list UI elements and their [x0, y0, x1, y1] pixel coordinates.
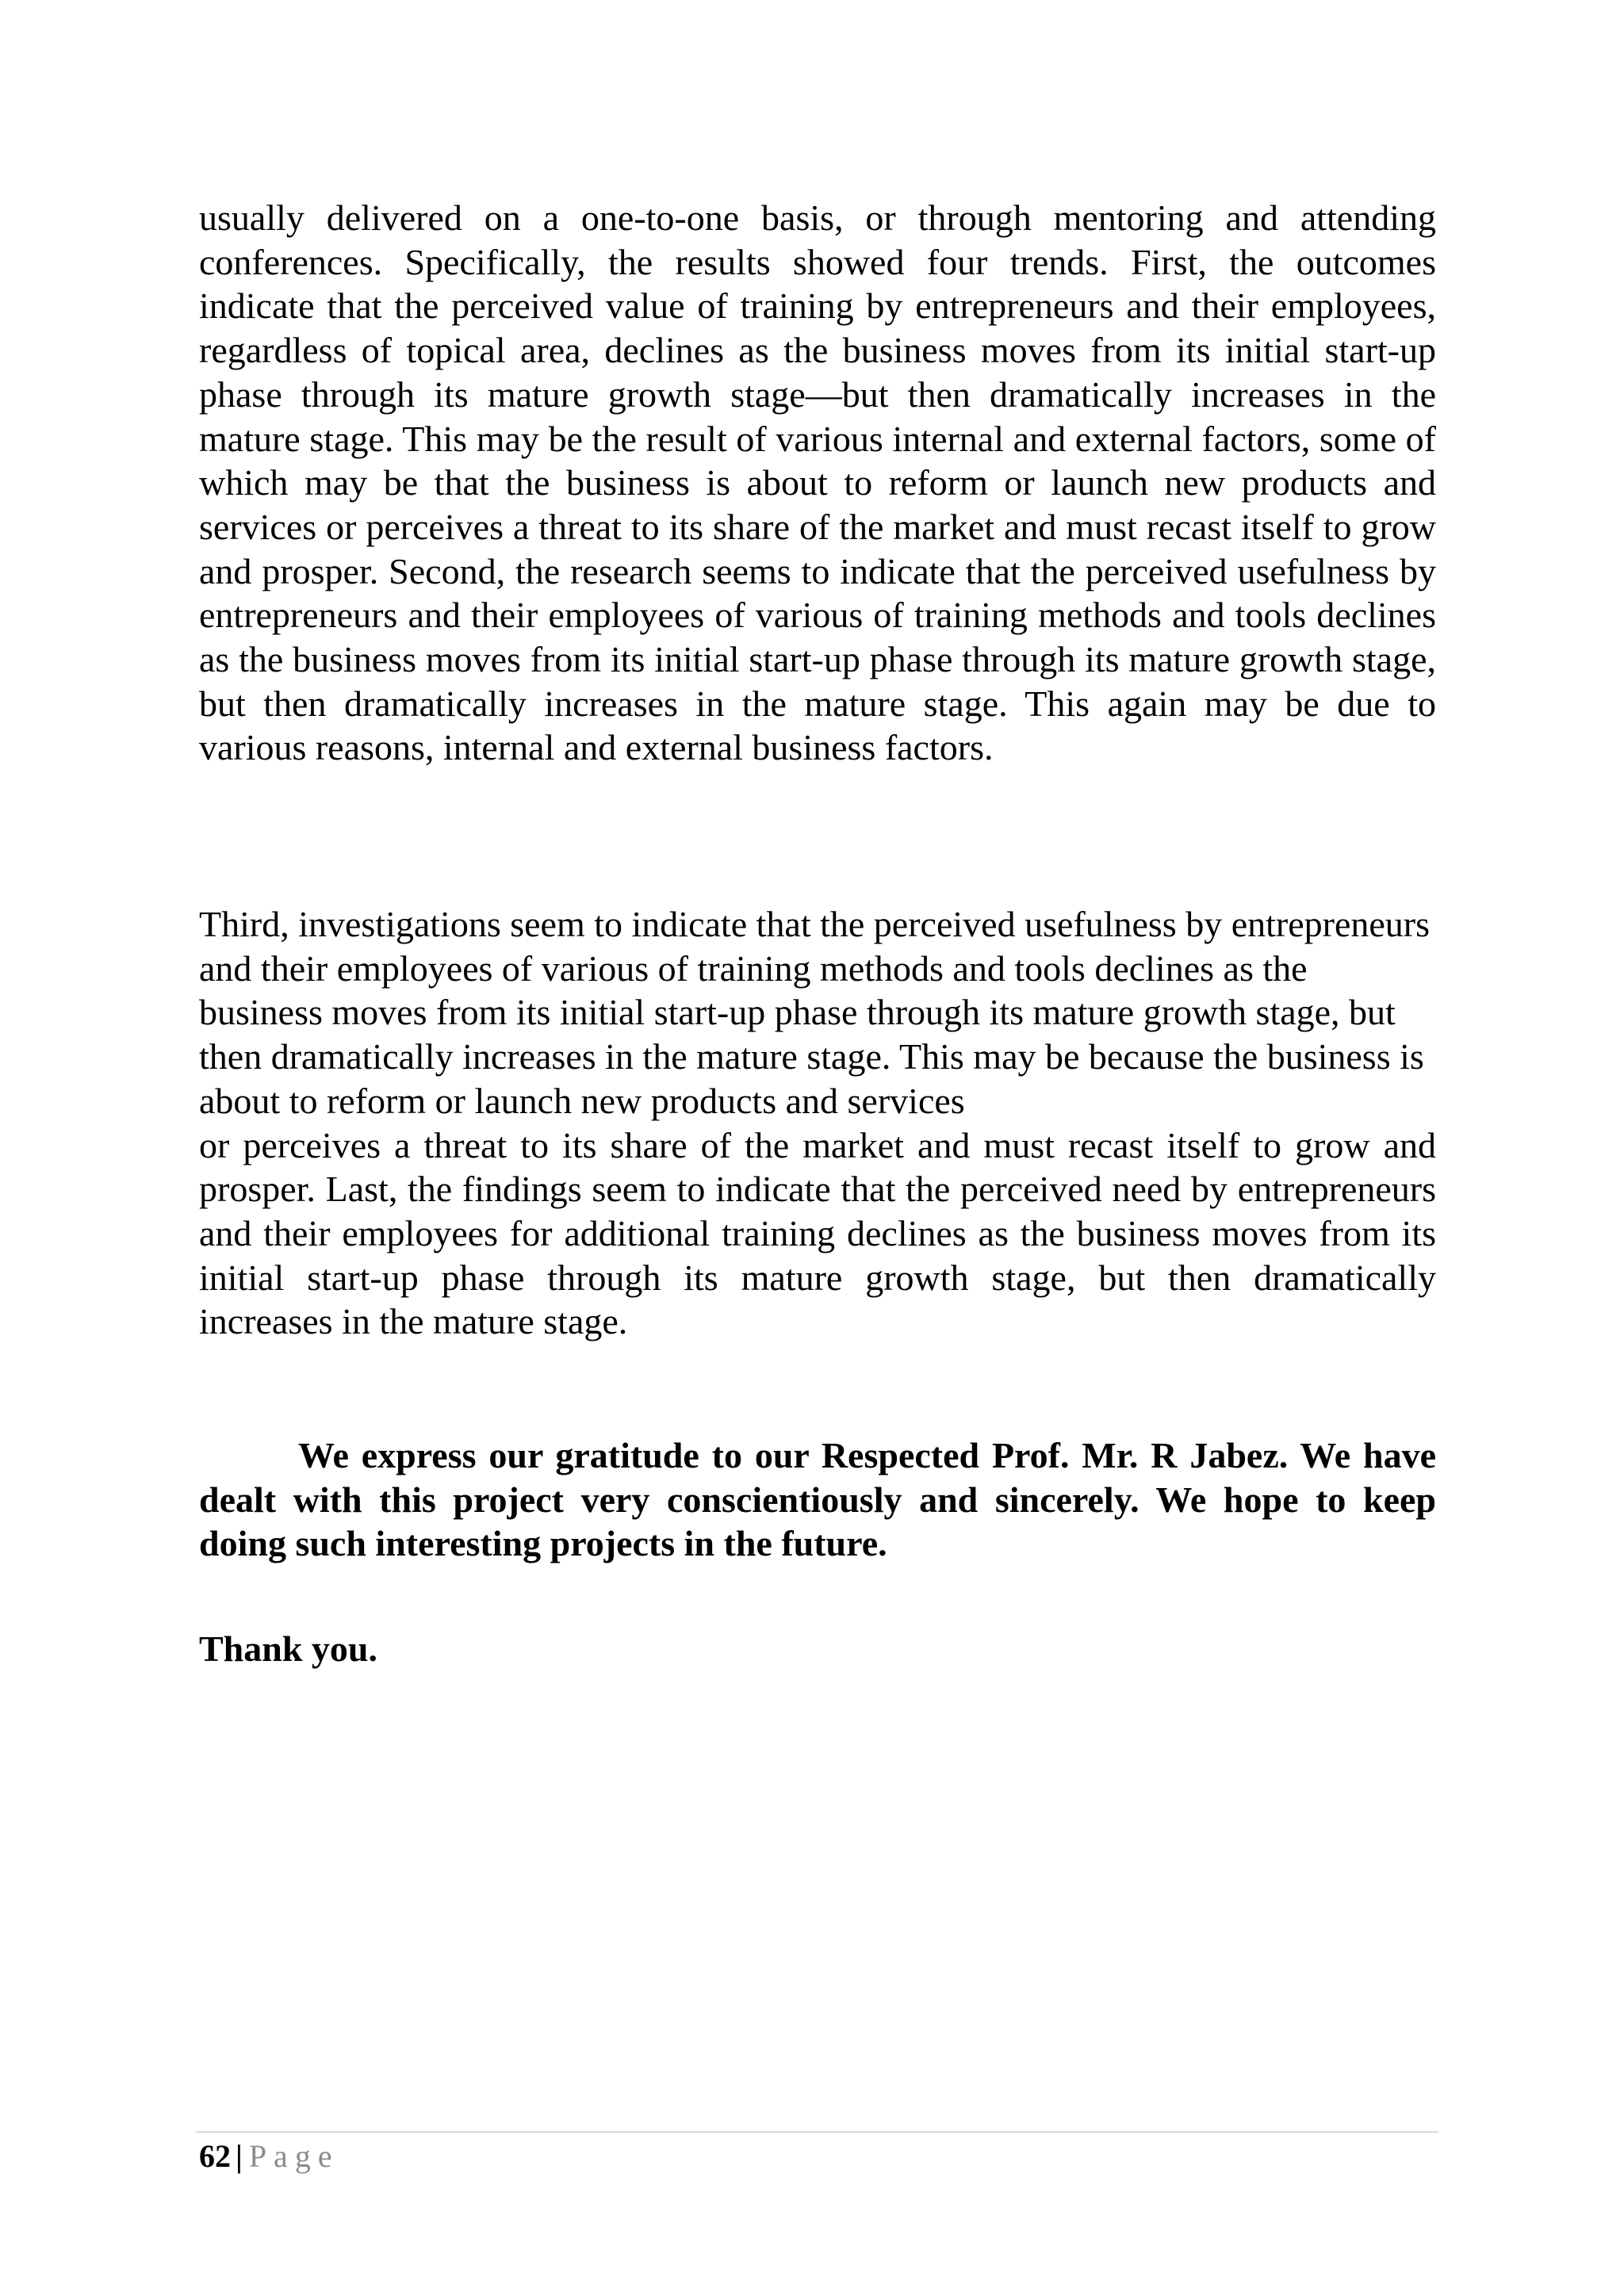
- body-paragraph-2: [199, 902, 1436, 1344]
- page-label: Page: [248, 2138, 339, 2174]
- body-paragraph-2-part-2: or perceives a threat to its share of the market and must recast itself to grow and prosper. Last, the findings seem to indicate that the perceived need by entrepreneurs and their employees for additional training declines as the business moves from its initial start-up phase through its mature growth stage, but then dramatically increases in the mature stage.: [199, 1124, 1436, 1342]
- closing-line: Thank you.: [199, 1628, 378, 1669]
- gratitude-paragraph: We express our gratitude to our Respected Prof. Mr. R Jabez. We have dealt with this project very conscientiously and sincerely. We hope to keep doing such interesting projects in the future.: [199, 1435, 1436, 1564]
- page-footer: [199, 2133, 339, 2180]
- body-paragraph-2-part-1: Third, investigations seem to indicate that the perceived usefulness by entrepreneurs and their employees of various of training methods and tools declines as the business moves from its initial start-up phase through its mature growth stage, but then dramatically increases in the mature stage. This may be because the business is about to reform or launch new products and services: [199, 904, 1431, 1121]
- footer-separator: |: [236, 2138, 243, 2174]
- body-paragraph-1: usually delivered on a one-to-one basis, or through mentoring and attending conferences. Specifically, the results showed four trends. First, the outcomes indicate that the perceived value of training by entrepreneurs and their employees, regardless of topical area, declines as the business moves from its initial start-up phase through its mature growth stage—but then dramatically increases in the mature stage. This may be the result of various internal and external factors, some of which may be that the business is about to reform or launch new products and services or perceives a threat to its share of the market and must recast itself to grow and prosper. Second, the research seems to indicate that the perceived usefulness by entrepreneurs and their employees of various of training methods and tools declines as the business moves from its initial start-up phase through its mature growth stage, but then dramatically increases in the mature stage. This again may be due to various reasons, internal and external business factors.: [199, 197, 1436, 768]
- footer-divider: [196, 2131, 1438, 2133]
- page-number: 62: [199, 2138, 231, 2174]
